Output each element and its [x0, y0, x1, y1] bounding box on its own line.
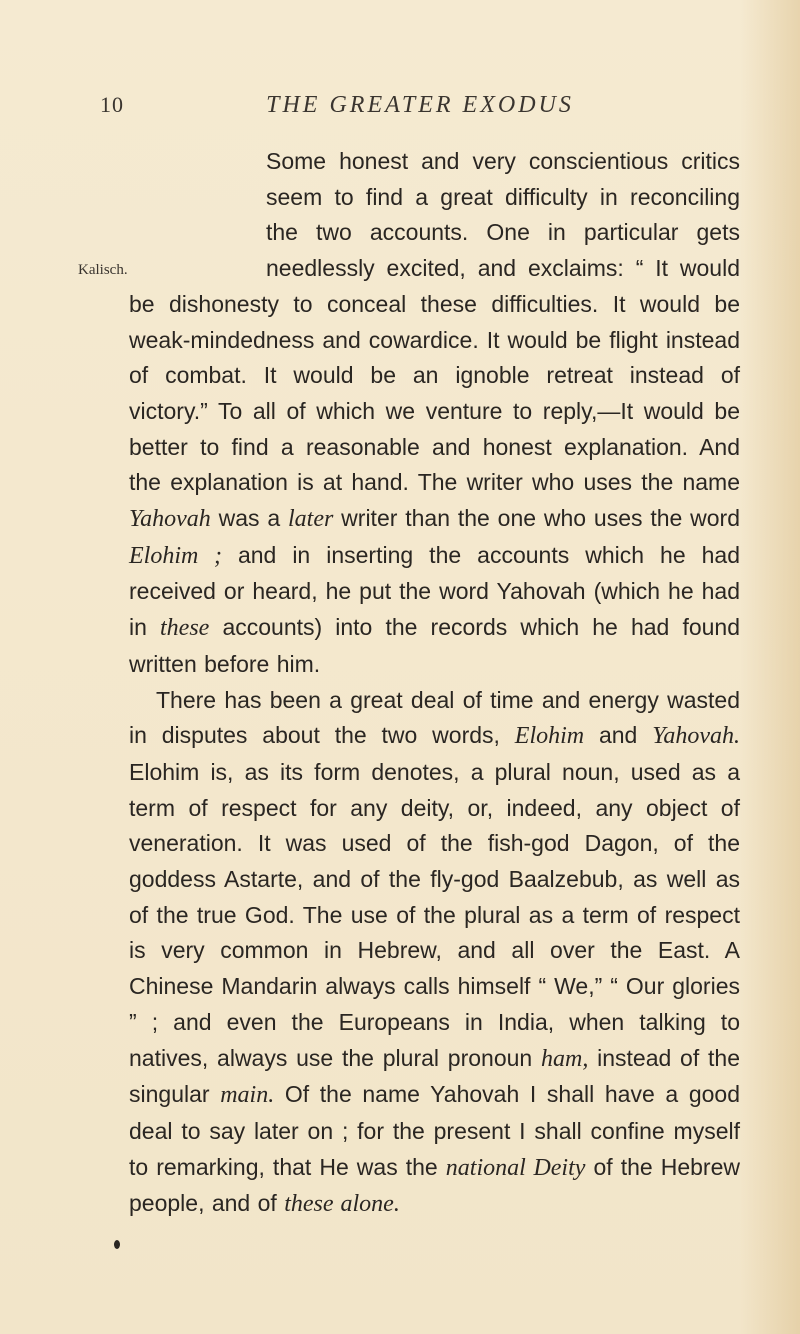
text-run: and: [584, 722, 653, 749]
running-head: THE GREATER EXODUS: [266, 92, 574, 118]
text-run: Elohim is, as its form denotes, a plural noun, used as a term of respect for any deity, or, indeed, any object of veneration. It was used of the fish-god Dagon, of the goddess Astarte, and of the fly-god Baalzebub, as well as of the true God. The use of the plural as a term of respect is very common in Hebrew, and all over the East. A Chinese Mandarin always calls himself “ We,” “ Our glories ” ; and even the Europeans in India, when talking to natives, always use the plural pronoun: [129, 758, 740, 1071]
text-run: instead of the singular: [129, 1044, 740, 1108]
italic-text: Yahovah.: [652, 723, 740, 750]
paragraph-1: [129, 144, 740, 683]
body-text: [129, 144, 740, 1223]
text-run: writer than the one who uses the word: [333, 505, 740, 532]
text-run: was a: [210, 505, 289, 532]
page-header: [100, 92, 740, 126]
page-number: 10: [100, 92, 124, 117]
italic-text: Elohim: [514, 723, 585, 750]
italic-text: Elohim ;: [129, 542, 222, 569]
italic-text: Yahovah: [129, 506, 211, 533]
italic-text: ham,: [540, 1045, 589, 1072]
italic-text: national Deity: [445, 1154, 586, 1181]
italic-text: these: [160, 615, 210, 642]
text-run: Of the name Yahovah I shall have a good deal to say later on ; for the present I shall confine myself to remarking, that He was the: [129, 1081, 741, 1180]
text-run: accounts) into the records which he had found written before him.: [129, 614, 740, 677]
paragraph-2: [129, 683, 740, 1224]
margin-note: Kalisch.: [78, 262, 128, 278]
text-run: and in inserting the accounts which he had received or heard, he put the word Yahovah (which he had in: [129, 541, 740, 641]
italic-text: these alone.: [284, 1191, 400, 1218]
text-run: of the Hebrew people, and of: [129, 1153, 740, 1217]
ink-speck: [114, 1240, 120, 1249]
margin-note-gap: [129, 180, 266, 252]
italic-text: main.: [220, 1082, 275, 1109]
text-run: Some honest and very conscientious critics seem to find a great difficulty in reconciling the two accounts. One in particular gets needlessly excited, and exclaims: “ It would be dishonesty to conceal these difficulties. It would be weak-mindedness and cowardice. It would be flight instead of combat. It would be an ignoble retreat instead of victory.” To all of which we venture to reply,—It would be better to find a reasonable and honest explanation. And the explanation is at hand. The writer who uses the name: [129, 148, 740, 496]
text-run: There has been a great deal of time and energy wasted in disputes about the two words,: [129, 686, 740, 749]
italic-text: later: [288, 506, 334, 533]
